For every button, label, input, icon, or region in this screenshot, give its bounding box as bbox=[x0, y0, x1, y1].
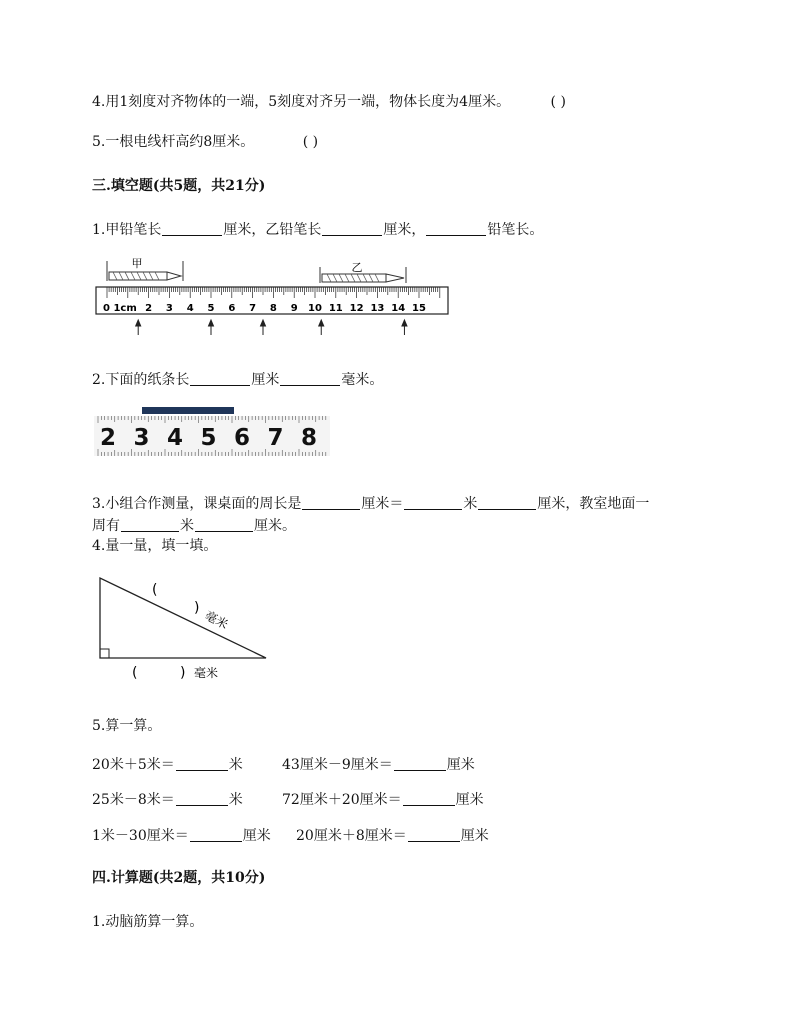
fill-q2 bbox=[92, 370, 383, 390]
judge-q4 bbox=[92, 92, 566, 112]
pencil-jia bbox=[107, 257, 183, 281]
fill-q3-line2 bbox=[92, 516, 296, 536]
answer-blank[interactable] bbox=[403, 791, 455, 806]
hyp-paren-right: ) bbox=[194, 600, 200, 616]
q1-text-b: 厘米，乙铅笔长 bbox=[223, 222, 322, 238]
answer-bracket[interactable]: ( ) bbox=[550, 94, 566, 110]
triangle-figure bbox=[96, 574, 296, 684]
expr-a: 20米＋5米＝ bbox=[92, 757, 175, 773]
pointer-arrow-head bbox=[209, 320, 214, 326]
unit-a: 厘米 bbox=[242, 828, 271, 844]
unit-b: 厘米 bbox=[446, 757, 475, 773]
base-unit: 毫米 bbox=[194, 666, 219, 680]
paper-strip bbox=[142, 407, 234, 414]
fill-q4: 4.量一量，填一填。 bbox=[92, 538, 218, 554]
fill-q3-line1 bbox=[92, 494, 649, 514]
fill-q5-title: 5.算一算。 bbox=[92, 718, 162, 734]
answer-blank[interactable] bbox=[280, 371, 340, 386]
base-paren-left: ( bbox=[132, 665, 138, 681]
q3-text-g: 厘米。 bbox=[254, 518, 296, 534]
answer-blank[interactable] bbox=[394, 756, 446, 771]
answer-blank[interactable] bbox=[176, 756, 228, 771]
pencil-label-yi: 乙 bbox=[351, 261, 363, 274]
q2-text-a: 2.下面的纸条长 bbox=[92, 372, 190, 388]
q3-text-a: 3.小组合作测量，课桌面的周长是 bbox=[92, 496, 302, 512]
ruler-tick-label: 7 bbox=[249, 303, 257, 314]
unit-a: 米 bbox=[228, 757, 243, 773]
calc-row-3b bbox=[296, 826, 489, 846]
calc-row-1 bbox=[92, 755, 243, 775]
q3-text-f: 米 bbox=[180, 518, 194, 534]
tape-digit: 8 bbox=[300, 425, 318, 451]
expr-a: 1米－30厘米＝ bbox=[92, 828, 189, 844]
tape-digit: 4 bbox=[166, 425, 184, 451]
pointer-arrow-head bbox=[261, 320, 266, 326]
tape-digit: 7 bbox=[267, 425, 284, 451]
pencil-label-jia: 甲 bbox=[131, 257, 143, 270]
ruler-tick-label: 12 bbox=[349, 303, 364, 314]
ruler-first-label: 0 1cm bbox=[103, 303, 137, 314]
q3-text-d: 厘米，教室地面一 bbox=[537, 496, 650, 512]
q3-text-e: 周有 bbox=[92, 518, 120, 534]
pointer-arrow-head bbox=[136, 320, 141, 326]
q1-text-a: 1.甲铅笔长 bbox=[92, 222, 162, 238]
expr-a: 25米－8米＝ bbox=[92, 792, 175, 808]
calc-q1: 1.动脑筋算一算。 bbox=[92, 914, 204, 930]
pencil-yi bbox=[320, 261, 406, 283]
q3-text-b: 厘米＝ bbox=[361, 496, 404, 512]
q2-text-c: 毫米。 bbox=[341, 372, 384, 388]
answer-bracket[interactable]: ( ) bbox=[302, 134, 319, 150]
pointer-arrow-head bbox=[319, 320, 324, 326]
ruler-tick-label: 11 bbox=[328, 303, 343, 314]
hyp-paren-left: ( bbox=[152, 582, 158, 598]
q1-text-d: 铅笔长。 bbox=[487, 222, 544, 238]
answer-blank[interactable] bbox=[121, 517, 179, 532]
ruler-tick-label: 14 bbox=[391, 303, 406, 314]
answer-blank[interactable] bbox=[162, 221, 222, 236]
answer-blank[interactable] bbox=[408, 827, 460, 842]
expr-b: 43厘米－9厘米＝ bbox=[282, 757, 393, 773]
right-triangle bbox=[100, 578, 266, 658]
right-angle-mark bbox=[100, 649, 109, 658]
q1-text-c: 厘米， bbox=[383, 222, 426, 238]
answer-blank[interactable] bbox=[426, 221, 486, 236]
answer-blank[interactable] bbox=[404, 495, 462, 510]
unit-a: 米 bbox=[228, 792, 243, 808]
hyp-unit: 毫米 bbox=[202, 608, 231, 632]
ruler-tick-label: 9 bbox=[290, 303, 298, 314]
answer-blank[interactable] bbox=[190, 827, 242, 842]
ruler-figure bbox=[95, 255, 451, 340]
answer-blank[interactable] bbox=[478, 495, 536, 510]
judge-q5 bbox=[92, 132, 318, 152]
ruler-tick-label: 10 bbox=[308, 303, 322, 314]
ruler-tick-label: 8 bbox=[269, 303, 277, 314]
ruler-tick-label: 2 bbox=[145, 303, 153, 314]
calc-row-2b bbox=[282, 790, 484, 810]
tape-digit: 2 bbox=[99, 425, 117, 451]
ruler-tick-label: 3 bbox=[165, 303, 173, 314]
judge-q4-text: 4.用1刻度对齐物体的一端，5刻度对齐另一端，物体长度为4厘米。 bbox=[92, 94, 511, 110]
unit-b: 厘米 bbox=[455, 792, 484, 808]
calc-row-1b bbox=[282, 755, 475, 775]
ruler-tick-label: 15 bbox=[412, 303, 426, 314]
pointer-arrow-head bbox=[402, 320, 407, 326]
unit-b: 厘米 bbox=[460, 828, 489, 844]
ruler-tick-label: 13 bbox=[370, 303, 385, 314]
tape-measure-figure bbox=[94, 404, 332, 460]
answer-blank[interactable] bbox=[190, 371, 250, 386]
tape-digit: 6 bbox=[233, 425, 251, 451]
answer-blank[interactable] bbox=[302, 495, 360, 510]
ruler-tick-label: 5 bbox=[207, 303, 215, 314]
answer-blank[interactable] bbox=[176, 791, 228, 806]
ruler-tick-label: 4 bbox=[186, 303, 194, 314]
section-heading-calc: 四.计算题(共2题，共10分) bbox=[92, 870, 266, 886]
answer-blank[interactable] bbox=[195, 517, 253, 532]
calc-row-2 bbox=[92, 790, 243, 810]
tape-digit: 3 bbox=[133, 425, 150, 451]
expr-b: 20厘米＋8厘米＝ bbox=[296, 828, 407, 844]
base-paren-right: ) bbox=[180, 665, 186, 681]
tape-digit: 5 bbox=[200, 425, 217, 451]
judge-q5-text: 5.一根电线杆高约8厘米。 bbox=[92, 134, 255, 150]
calc-row-3 bbox=[92, 826, 271, 846]
answer-blank[interactable] bbox=[322, 221, 382, 236]
section-heading-fill: 三.填空题(共5题，共21分) bbox=[92, 178, 266, 194]
q3-text-c: 米 bbox=[463, 496, 478, 512]
q2-text-b: 厘米 bbox=[251, 372, 280, 388]
fill-q1 bbox=[92, 220, 543, 240]
ruler-tick-label: 6 bbox=[228, 303, 236, 314]
expr-b: 72厘米＋20厘米＝ bbox=[282, 792, 402, 808]
